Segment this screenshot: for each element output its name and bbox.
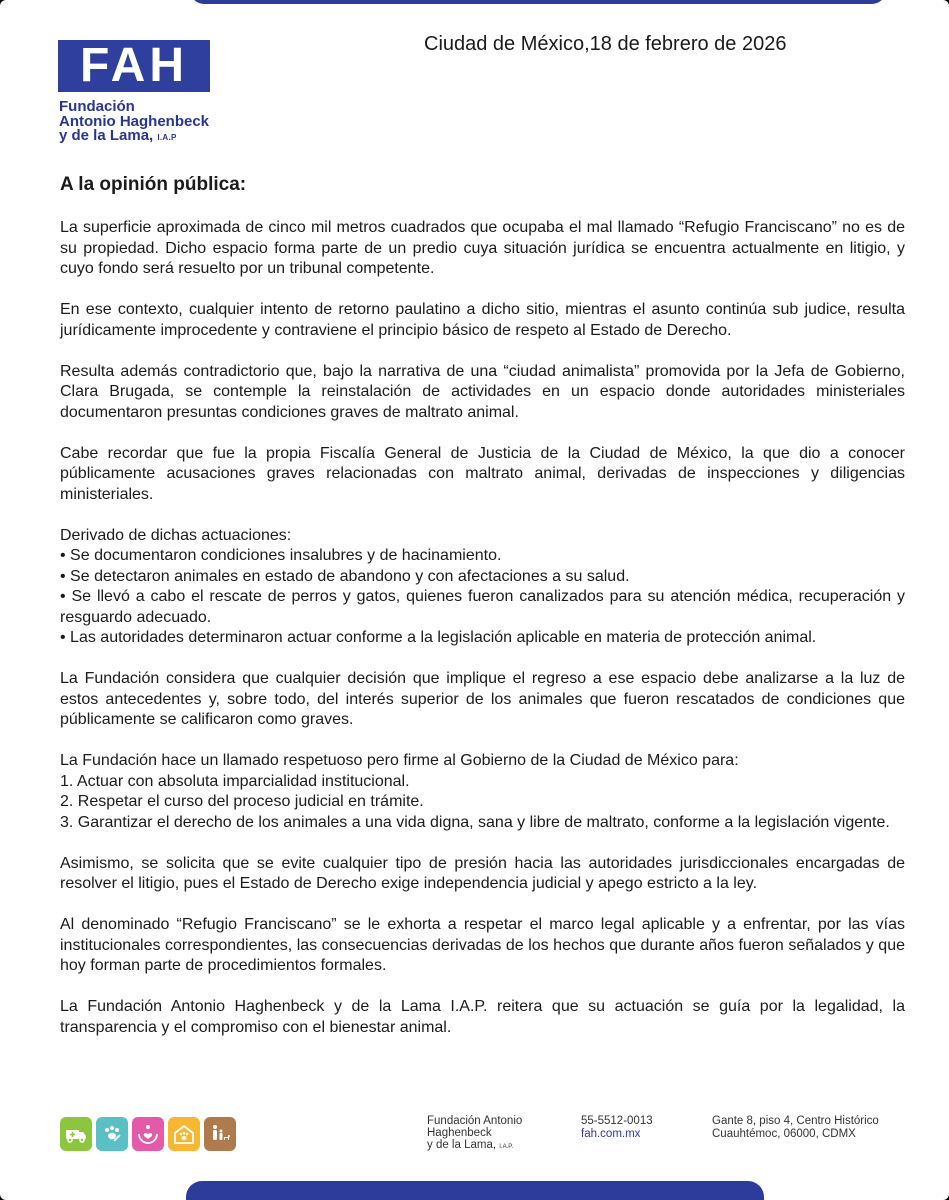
list-2-intro: La Fundación hace un llamado respetuoso pero firme al Gobierno de la Ciudad de México para: — [60, 752, 739, 769]
list-item: 1. Actuar con absoluta imparcialidad institucional. — [60, 772, 410, 790]
fah-logo — [58, 40, 210, 92]
footer-address — [712, 1115, 879, 1141]
list-item: 3. Garantizar el derecho de los animales a una vida digna, sana y libre de maltrato, conforme a la legislación vigente. — [60, 813, 890, 831]
logo-line-3 — [59, 129, 249, 146]
letter-heading: A la opinión pública: — [60, 174, 247, 195]
paragraph-8: La Fundación Antonio Haghenbeck y de la Lama I.A.P. reitera que su actuación se guía por la legalidad, la transparencia y el compromiso con el bienestar animal. — [60, 998, 905, 1036]
paragraph-6: Asimismo, se solicita que se evite cualquier tipo de presión hacia las autoridades jurisdiccionales encargadas de resolver el litigio, pues el Estado de Derecho exige independencia judicial y apego estricto a la ley. — [60, 854, 905, 892]
logo-suffix: I.A.P — [157, 133, 177, 142]
paragraph-7: Al denominado “Refugio Franciscano” se le exhorta a respetar el marco legal aplicable y a enfrentar, por las vías institucionales correspondientes, las consecuencias derivadas de los hechos que durante años fueron señalados y que hoy forman parte de procedimientos formales. — [60, 916, 905, 974]
program-icons — [60, 1117, 236, 1151]
footer-phone: 55-5512-0013 — [581, 1115, 653, 1127]
paragraph-5: La Fundación considera que cualquier decisión que implique el regreso a ese espacio debe analizarse a la luz de estos antecedentes y, sobre todo, del interés superior de los animales que fueron rescatados de condiciones que públicamente se calificaron como graves. — [60, 670, 905, 728]
bottom-brand-bar — [186, 1181, 764, 1200]
footer-name-line-2: Haghenbeck — [427, 1127, 492, 1139]
footer-name-line-3-text: y de la Lama, — [427, 1139, 497, 1151]
paragraph-2: En ese contexto, cualquier intento de retorno paulatino a dicho sitio, mientras el asunto continúa sub judice, resulta jurídicamente improcedente y contraviene el principio básico de respeto al Estado de Derecho. — [60, 301, 905, 339]
footer-name-suffix: I.A.P. — [499, 1144, 514, 1150]
top-brand-bar — [190, 0, 886, 4]
findings-list — [60, 546, 905, 649]
requests-list — [60, 772, 905, 834]
list-item: • Se llevó a cabo el rescate de perros y gatos, quienes fueron canalizados para su atención médica, recuperación y resguardo adecuado. — [60, 588, 905, 626]
logo-line-2: Antonio Haghenbeck — [59, 112, 210, 130]
date-line: Ciudad de México,18 de febrero de 2026 — [424, 33, 787, 55]
list-item: 2. Respetar el curso del proceso judicial en trámite. — [60, 793, 424, 810]
list-item: • Se documentaron condiciones insalubres y de hacinamiento. — [60, 547, 502, 564]
logo-line-1: Fundación — [59, 98, 135, 115]
letter-body — [60, 174, 905, 1059]
list-1-intro: Derivado de dichas actuaciones: — [60, 526, 292, 544]
logo-foundation-name — [59, 100, 249, 146]
paw-house-icon — [168, 1117, 200, 1151]
paw-medical-icon — [96, 1117, 128, 1151]
list-item: • Se detectaron animales en estado de abandono y con afectaciones a su salud. — [60, 567, 630, 585]
footer-foundation-name — [427, 1115, 522, 1153]
paragraph-3: Resulta además contradictorio que, bajo la narrativa de una “ciudad animalista” promovida por la Jefa de Gobierno, Clara Brugada, se contemple la reinstalación de actividades en un espacio donde autoridades ministeriales documentaron presuntas condiciones graves de maltrato animal. — [60, 362, 905, 421]
family-dog-icon — [204, 1117, 236, 1151]
hands-heart-icon — [132, 1117, 164, 1151]
list-item: • Las autoridades determinaron actuar conforme a la legislación aplicable en materia de protección animal. — [60, 629, 817, 646]
footer-contact — [581, 1115, 653, 1141]
footer-website-link[interactable]: fah.com.mx — [581, 1128, 641, 1140]
footer-address-line-2: Cuauhtémoc, 06000, CDMX — [712, 1128, 856, 1140]
footer-address-line-1: Gante 8, piso 4, Centro Histórico — [712, 1115, 879, 1127]
paragraph-4: Cabe recordar que fue la propia Fiscalía General de Justicia de la Ciudad de México, la que dio a conocer públicamente acusaciones graves relacionadas con maltrato animal, derivadas de inspecciones y diligencias ministeriales. — [60, 444, 905, 503]
logo-letters: FAH — [80, 39, 188, 92]
logo-line-3-text: y de la Lama, — [59, 127, 154, 144]
paragraph-1: La superficie aproximada de cinco mil metros cuadrados que ocupaba el mal llamado “Refugio Franciscano” no es de su propiedad. Dicho espacio forma parte de un predio cuya situación jurídica se encuentra actualmente en litigio, y cuyo fondo será resuelto por un tribunal competente. — [60, 219, 905, 277]
footer-name-line-1: Fundación Antonio — [427, 1115, 523, 1127]
footer-name-line-3 — [427, 1139, 522, 1153]
ambulance-icon — [60, 1117, 92, 1151]
